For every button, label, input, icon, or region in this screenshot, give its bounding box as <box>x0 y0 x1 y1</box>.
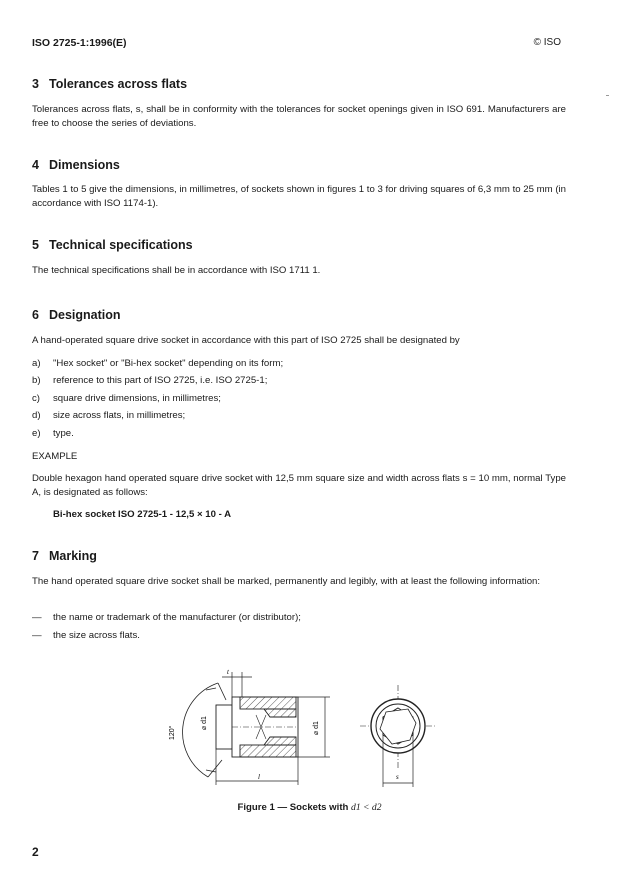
figure-caption-prefix: Figure 1 — Sockets with <box>237 802 352 813</box>
marking-item <box>32 629 140 643</box>
section-5-title: Technical specifications <box>49 238 193 252</box>
list-marker: e) <box>32 428 41 439</box>
list-marker: — <box>32 612 42 623</box>
list-text: reference to this part of ISO 2725, i.e. ISO 2725-1; <box>53 375 268 386</box>
dimension-s-label: s <box>396 773 399 781</box>
socket-end-view <box>360 685 436 768</box>
designation-example: Bi-hex socket ISO 2725-1 - 12,5 × 10 - A <box>53 509 232 520</box>
list-text: square drive dimensions, in millimetres; <box>53 393 221 404</box>
designation-item <box>32 392 221 406</box>
section-6-intro: A hand-operated square drive socket in accordance with this part of ISO 2725 shall be designated by <box>32 335 460 346</box>
angle-label: 120° <box>169 725 176 740</box>
list-marker: a) <box>32 358 41 369</box>
section-7-body: The hand operated square drive socket shall be marked, permanently and legibly, with at least the following information: <box>32 576 541 587</box>
list-marker: d) <box>32 410 41 421</box>
example-label: EXAMPLE <box>32 451 78 462</box>
section-4-title: Dimensions <box>49 158 120 172</box>
section-6-heading <box>32 308 121 322</box>
designation-item <box>32 427 74 441</box>
list-text: the size across flats. <box>53 630 140 641</box>
list-text: "Hex socket" or "Bi-hex socket" depending on its form; <box>53 358 284 369</box>
section-5-body: The technical specifications shall be in accordance with ISO 1711 1. <box>32 265 321 276</box>
section-7-number: 7 <box>32 549 39 563</box>
margin-mark <box>606 95 609 96</box>
list-marker: c) <box>32 393 40 404</box>
section-3-heading <box>32 77 187 91</box>
section-3-title: Tolerances across flats <box>49 77 188 91</box>
diameter-label-left: ⌀ d1 <box>201 716 208 730</box>
list-text: size across flats, in millimetres; <box>53 410 186 421</box>
section-6-title: Designation <box>49 308 121 322</box>
dimension-l-label: l <box>258 773 260 781</box>
dimension-t-label: t <box>227 668 229 676</box>
list-marker: b) <box>32 375 41 386</box>
section-4-number: 4 <box>32 158 39 172</box>
list-text: the name or trademark of the manufacturer (or distributor); <box>53 612 301 623</box>
section-6-number: 6 <box>32 308 39 322</box>
section-7-title: Marking <box>49 549 97 563</box>
example-text: Double hexagon hand operated square drive socket with 12,5 mm square size and width across flats s = 10 mm, normal Type A, is designated as follows: <box>32 473 566 498</box>
designation-item <box>32 357 283 371</box>
section-3-number: 3 <box>32 77 39 91</box>
section-5-number: 5 <box>32 238 39 252</box>
section-5-heading <box>32 238 193 252</box>
designation-item <box>32 409 185 423</box>
page-number: 2 <box>32 845 39 859</box>
socket-drawing <box>0 660 619 800</box>
section-4-body: Tables 1 to 5 give the dimensions, in millimetres, of sockets shown in figures 1 to 3 for driving squares of 6,3 mm to 25 mm (in accordance with ISO 1174-1). <box>32 184 566 209</box>
diameter-label-right: ⌀ d1 <box>313 721 320 735</box>
running-header-left: ISO 2725-1:1996(E) <box>32 37 127 49</box>
section-3-body: Tolerances across flats, s, shall be in conformity with the tolerances for socket openings given in ISO 691. Manufacturers are free to choose the series of deviations. <box>32 104 566 129</box>
running-header-right: © ISO <box>533 37 561 48</box>
section-4-heading <box>32 158 120 172</box>
socket-side-view <box>216 697 298 757</box>
list-text: type. <box>53 428 74 439</box>
section-7-heading <box>32 549 97 563</box>
list-marker: — <box>32 630 42 641</box>
figure-caption-math: d1 < d2 <box>351 802 382 813</box>
marking-item <box>32 611 301 625</box>
designation-item <box>32 374 267 388</box>
figure-caption <box>0 802 619 813</box>
